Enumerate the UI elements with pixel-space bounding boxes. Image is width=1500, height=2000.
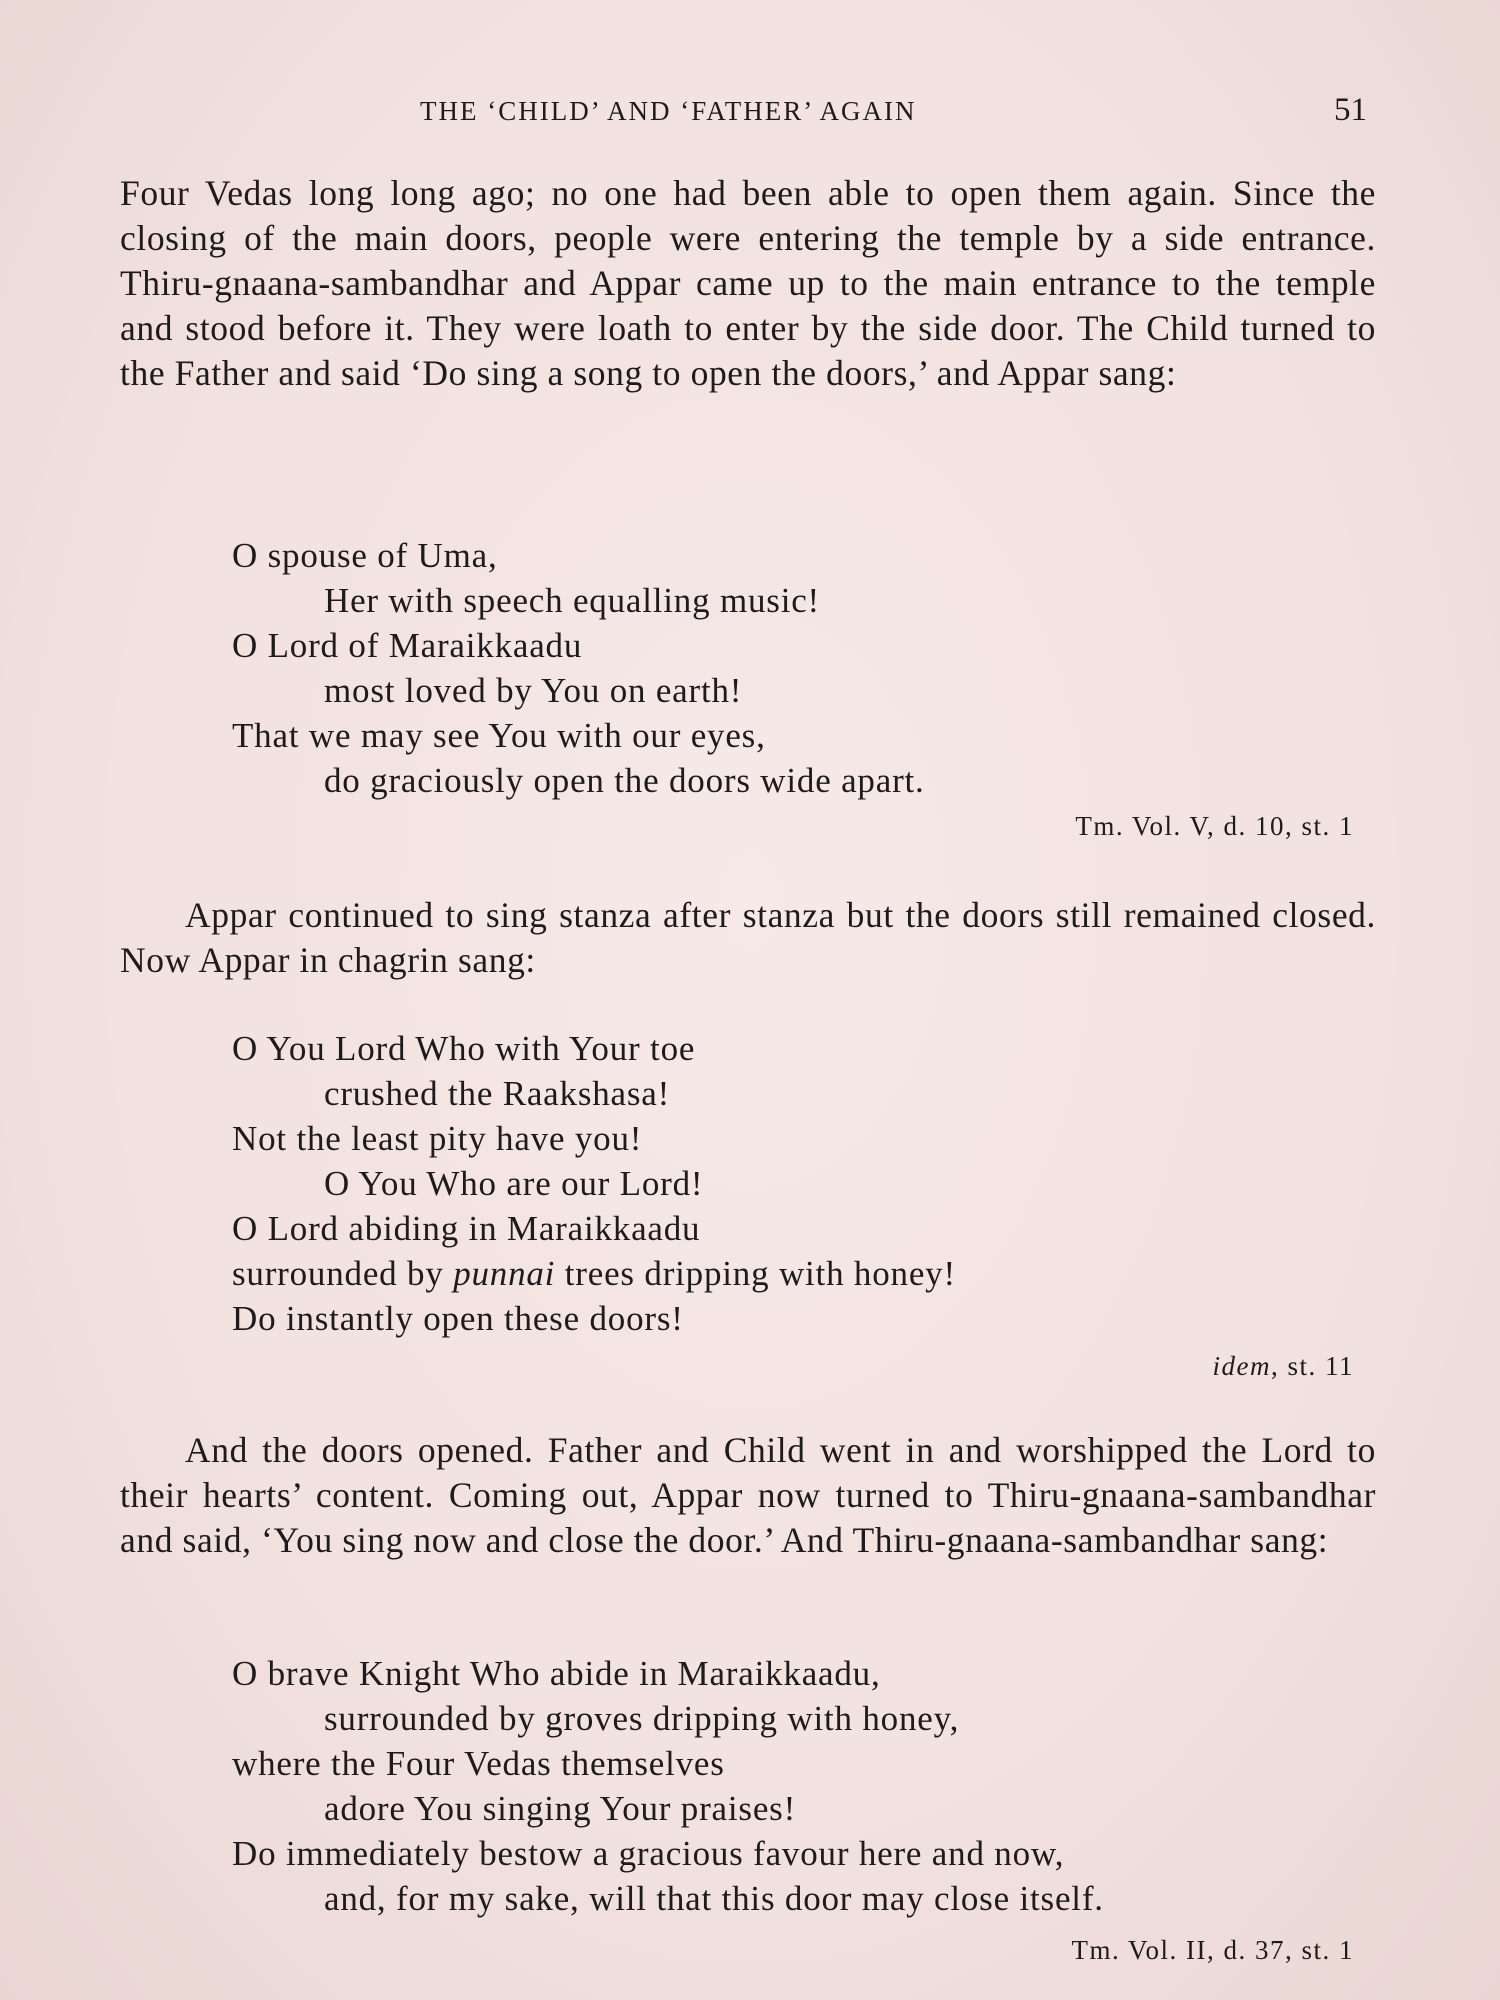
verse-line: O Lord abiding in Maraikkaadu bbox=[232, 1209, 701, 1248]
verse-line: where the Four Vedas themselves bbox=[232, 1744, 725, 1783]
verse-line: O spouse of Uma, bbox=[232, 536, 498, 575]
verse-line: O brave Knight Who abide in Maraikkaadu, bbox=[232, 1654, 881, 1693]
verse-line: O You Who are our Lord! bbox=[324, 1164, 704, 1203]
citation-stanza: , st. 11 bbox=[1270, 1351, 1354, 1381]
page-header bbox=[0, 92, 1500, 132]
verse-line: O You Lord Who with Your toe bbox=[232, 1029, 696, 1068]
citation-idem: idem bbox=[1212, 1351, 1271, 1381]
verse-line: and, for my sake, will that this door may close itself. bbox=[324, 1879, 1104, 1918]
verse-line: Do immediately bestow a gracious favour here and now, bbox=[232, 1834, 1065, 1873]
paragraph-3: And the doors opened. Father and Child went in and worshipped the Lord to their hearts’ content. Coming out, Appar now turned to Thiru-gnaana-sambandhar and said, ‘You sing now and close the door.’ And Thiru-gnaana-sambandhar sang: bbox=[120, 1430, 1376, 1560]
verse-text: surrounded by bbox=[232, 1254, 444, 1293]
verse-line: Her with speech equalling music! bbox=[324, 581, 821, 620]
verse-line: That we may see You with our eyes, bbox=[232, 716, 766, 755]
verse-line: Not the least pity have you! bbox=[232, 1119, 643, 1158]
verse-line: Do instantly open these doors! bbox=[232, 1299, 684, 1338]
verse-line: most loved by You on earth! bbox=[324, 671, 743, 710]
verse-line: crushed the Raakshasa! bbox=[324, 1074, 671, 1113]
verse-sambandhar-close-door bbox=[232, 1651, 1104, 1921]
verse-line: surrounded by groves dripping with honey, bbox=[324, 1699, 960, 1738]
citation-1: Tm. Vol. V, d. 10, st. 1 bbox=[1075, 811, 1354, 841]
verse-line: O Lord of Maraikkaadu bbox=[232, 626, 583, 665]
running-title: THE ‘CHILD’ AND ‘FATHER’ AGAIN bbox=[420, 96, 917, 126]
italic-term-punnai: punnai bbox=[453, 1254, 556, 1293]
verse-line: do graciously open the doors wide apart. bbox=[324, 761, 925, 800]
verse-text: trees dripping with honey! bbox=[564, 1254, 956, 1293]
paragraph-1: Four Vedas long long ago; no one had been able to open them again. Since the closing of the main doors, people were entering the temple by a side entrance. Thiru-gnaana-sambandhar and Appar came up to the main entrance to the temple and stood before it. They were loath to enter by the side door. The Child turned to the Father and said ‘Do sing a song to open the doors,’ and Appar sang: bbox=[120, 173, 1376, 393]
verse-line bbox=[232, 1251, 956, 1296]
paragraph-2: Appar continued to sing stanza after stanza but the doors still remained closed. Now Appar in chagrin sang: bbox=[120, 895, 1376, 980]
page-number: 51 bbox=[1334, 92, 1367, 128]
verse-line: adore You singing Your praises! bbox=[324, 1789, 797, 1828]
verse-appar-open-doors bbox=[232, 533, 925, 803]
citation-2 bbox=[1213, 1351, 1355, 1382]
citation-3: Tm. Vol. II, d. 37, st. 1 bbox=[1071, 1935, 1354, 1965]
verse-appar-chagrin bbox=[232, 1026, 956, 1341]
